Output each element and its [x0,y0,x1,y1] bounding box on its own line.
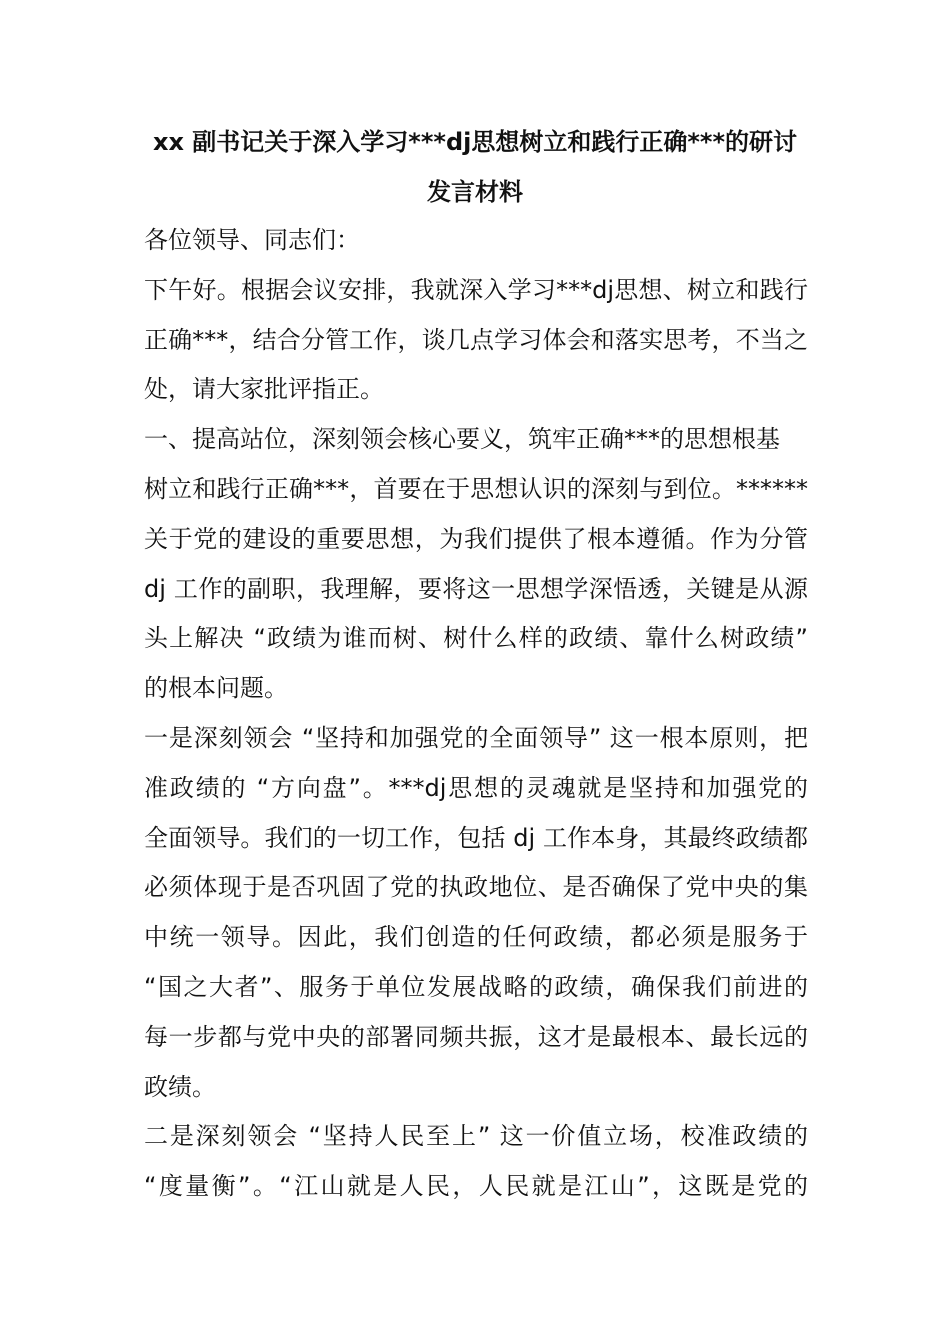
body-line: 关于党的建设的重要思想，为我们提供了根本遵循。作为分管 [144,524,808,553]
document-title-line-2: 发言材料 [427,178,523,206]
body-line: “度量衡”。“江山就是人民，人民就是江山”，这既是党的 [144,1172,808,1201]
body-line: 政绩。 [144,1072,216,1101]
body-line: 每一步都与党中央的部署同频共振，这才是最根本、最长远的 [144,1022,808,1051]
body-line: 头上解决 “政绩为谁而树、树什么样的政绩、靠什么树政绩” [144,624,808,653]
body-line: 全面领导。我们的一切工作，包括 dj 工作本身，其最终政绩都 [144,823,808,852]
document-body [144,216,808,1212]
document-title-line-1: xx 副书记关于深入学习***dj思想树立和践行正确***的研讨 [152,128,798,156]
body-line: 中统一领导。因此，我们创造的任何政绩，都必须是服务于 [144,923,808,952]
body-line: 下午好。根据会议安排，我就深入学习***dj思想、树立和践行 [144,275,808,304]
body-line: 正确***，结合分管工作，谈几点学习体会和落实思考，不当之 [144,325,808,354]
body-line: 二是深刻领会 “坚持人民至上” 这一价值立场，校准政绩的 [144,1122,808,1151]
body-line: dj 工作的副职，我理解，要将这一思想学深悟透，关键是从源 [144,574,808,603]
body-line: 的根本问题。 [144,674,288,703]
body-line: 一是深刻领会 “坚持和加强党的全面领导” 这一根本原则，把 [144,723,808,752]
section-heading: 一、提高站位，深刻领会核心要义，筑牢正确***的思想根基 [144,425,780,454]
salutation: 各位领导、同志们： [144,226,360,254]
body-line: “国之大者”、服务于单位发展战略的政绩，确保我们前进的 [144,972,808,1001]
body-line: 必须体现于是否巩固了党的执政地位、是否确保了党中央的集 [144,873,808,902]
body-line: 树立和践行正确***，首要在于思想认识的深刻与到位。****** [144,474,808,503]
body-line: 准政绩的 “方向盘”。***dj思想的灵魂就是坚持和加强党的 [144,773,808,802]
body-line: 处，请大家批评指正。 [144,375,384,404]
